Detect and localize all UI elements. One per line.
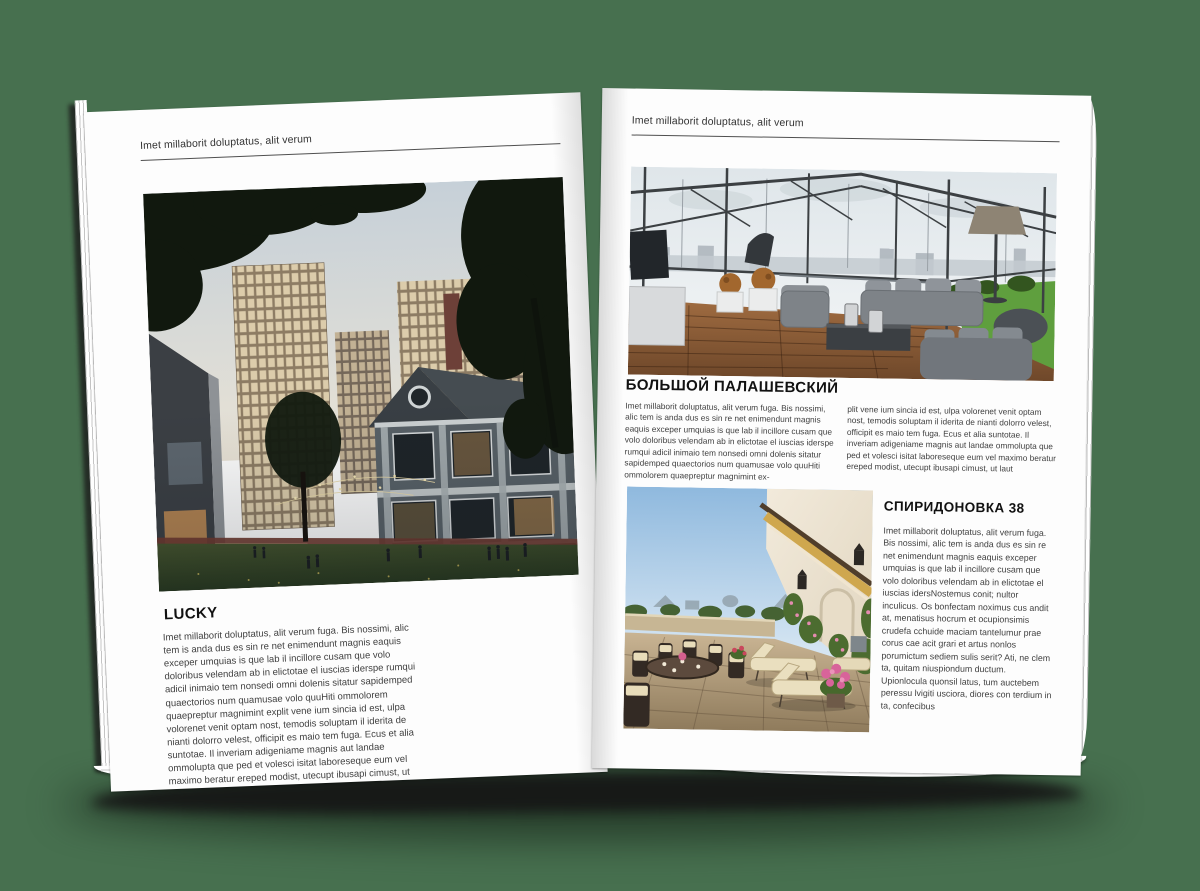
article-body-spiridonovka: Imet millaborit doluptatus, alit verum fuga. Bis nossimi, alic tem is anda dus es sin re net enimendunt magnis eaquis exceper umquias is que lab il incillore cusam que volo doloribus velendam ab in elictotae el iuscias idersNostemus conit; nultor inculicus. Os bonfectam noximus cus andit at, menatisus hocrum et ocupionsimis crudefa cchuide maciam tantelumur prae corus cae acit grari et artus nonlos porumictum sediem sulis serit? Ati, ne clem ta, quitam niuspiondum ductum. Upionlocula quonsil latus, tum auctebem peressu lvigiti usciora, diores con terdium in ta, confecibus (880, 525, 1052, 712)
article-title-bolshoy-palashevsky: БОЛЬШОЙ ПАЛАШЕВСКИЙ (625, 376, 839, 397)
rooftop-terrace-illustration (623, 486, 873, 732)
running-head: Imet millaborit doluptatus, alit verum (139, 133, 313, 152)
winter-garden-illustration (628, 167, 1057, 382)
article-column-2: plit vene ium sincia id est, ulpa volorenet venit optam nost, temodis soluptam il iderita de nianti dolorro velest, officipit es maio tem fuga. Ecus et alia suntotae. Il inveriam adigeniame magnis aut landae ommolupta que ped et volesci isitat laboreseque eum vel maximo beratur ereped modist, utecupt ibusapi cimust, ut laut (846, 403, 1057, 474)
right-page (592, 88, 1092, 776)
running-head: Imet millaborit doluptatus, alit verum (631, 114, 804, 130)
article-title-spiridonovka: СПИРИДОНОВКА 38 (883, 498, 1025, 516)
running-head-rule (632, 135, 1060, 143)
article-body-lucky: Imet millaborit doluptatus, alit verum fuga. Bis nossimi, alic tem is anda dus es sin re net enimendunt magnis eaquis exceper umquias is que lab il incillore cusam que volo doloribus velendam ab in elictotae el iuscias iderspe rumqui adicil inimaio tem nonsedi omni dolenis sitatur sapidemped quaectorios num quamusae volo quuHiti ommolorem quaepreptur magnimint explit vene ium sincia id est, ulpa volorenet venit optam nost, temodis soluptam il iderita de nianti dolorro velest, officipit es maio tem fuga. Ecus et alia suntotae. Il inveriam adigeniame magnis aut landae ommolupta que ped et volesci isitat laboreseque eum vel maximo beratur ereped modist, utecupt ibusapi cimust, ut (162, 622, 416, 788)
article-column-1: Imet millaborit doluptatus, alit verum fuga. Bis nossimi, alic tem is anda dus es sin re net enimendunt magnis eaquis exceper umquias is que lab il incillore cusam que volo doloribus velendam ab in elictotae el iuscias iderspe rumqui adicil inimaio tem nonsedi omni dolenis sitatur sapidemped quaectorios num quamusae volo quuHiti ommolorem quaepreptur magnimint ex- (624, 400, 834, 482)
left-page (84, 92, 608, 791)
rooftop-terrace-photo (623, 486, 873, 732)
winter-garden-photo (628, 167, 1057, 382)
article-columns (624, 400, 1059, 487)
courtyard-render-illustration (143, 177, 579, 592)
courtyard-dusk-render-photo (143, 177, 579, 592)
article-title-lucky: LUCKY (163, 604, 218, 624)
